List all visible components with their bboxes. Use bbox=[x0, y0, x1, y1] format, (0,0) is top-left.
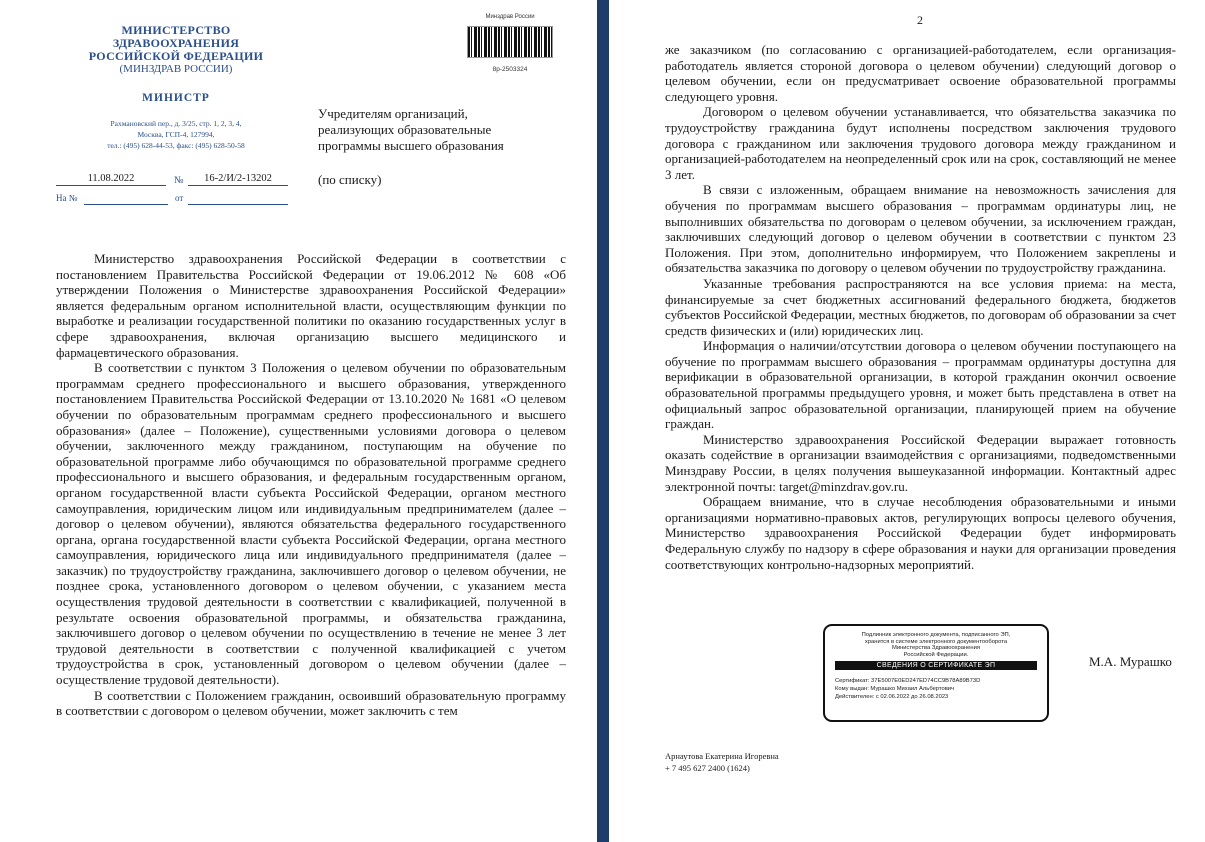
barcode-caption: Минздрав России bbox=[485, 14, 535, 20]
stamp-intro bbox=[839, 632, 1033, 658]
org-address bbox=[58, 118, 294, 151]
barcode-icon bbox=[467, 26, 553, 58]
page-divider bbox=[597, 0, 609, 842]
org-name-line-1: МИНИСТЕРСТВО bbox=[121, 23, 231, 37]
registration-number: 16-2/И/2-13202 bbox=[188, 172, 288, 186]
certificate-serial: Сертификат: 37E5007E0ED247ED74CC9B78A89B73D bbox=[835, 678, 981, 685]
paragraph: Договором о целевом обучении устанавливается, что обязательства заказчика по трудоустройству гражданина будут исполнены посредством заключения трудового договора с гражданином или заключения трудового договора между гражданином и организацией-работодателем на неопределенный срок или на срок, составляющий не менее 3 лет. bbox=[665, 104, 1176, 182]
letter-page-2 bbox=[609, 0, 1205, 842]
org-short-name: (МИНЗДРАВ РОССИИ) bbox=[119, 63, 233, 75]
letterhead bbox=[58, 24, 294, 151]
org-name-line-2: ЗДРАВООХРАНЕНИЯ bbox=[112, 36, 240, 50]
certificate-validity: Действителен: с 02.06.2022 до 26.08.2023 bbox=[835, 694, 949, 701]
paragraph: Информация о наличии/отсутствии договора о целевом обучении поступающего на обучение по программам высшего образования – программам ординатуры доступна для верификации в образовательной организации, в которой гражданин окончил освоение образовательной программы предыдущего уровня, и может быть представлена в ответ на официальный запрос образовательной организации, планирующей прием на обучение граждан. bbox=[665, 338, 1176, 432]
executor-contact bbox=[665, 750, 779, 774]
addressee-block bbox=[318, 106, 504, 154]
addressee-line-2: реализующих образовательные bbox=[318, 122, 492, 137]
stamp-intro-line-1: Подлинник электронного документа, подписанного ЭП, bbox=[861, 632, 1011, 638]
e-signature-stamp bbox=[823, 624, 1049, 722]
certificate-details bbox=[835, 677, 1037, 701]
address-line-2: Москва, ГСП-4, 127994, bbox=[137, 130, 215, 139]
addressee-list-note: (по списку) bbox=[318, 172, 382, 187]
barcode-number: 8р-2503324 bbox=[492, 66, 528, 73]
paragraph: же заказчиком (по согласованию с организацией-работодателем, если организация-работодатель является стороной договора о целевом обучении) следующий договор о целевом обучении, если он предусматривает освоение образовательной программы следующего уровня. bbox=[665, 42, 1176, 104]
registration-number-label: № bbox=[174, 175, 184, 186]
executor-name: Арнаутова Екатерина Игоревна bbox=[665, 751, 779, 761]
signatory-name: М.А. Мурашко bbox=[1089, 654, 1172, 669]
paragraph: В соответствии с Положением гражданин, освоивший образовательную программу в соответствии с договором о целевом обучении, может заключить с тем bbox=[56, 687, 566, 719]
paragraph: Обращаем внимание, что в случае несоблюдения образовательными и иными организациями нормативно-правовых актов, регулирующих вопросы целевого обучения, Министерство здравоохранения Российской Федерации будет информировать Федеральную службу по надзору в сфере образования и науки для организации проведения соответствующих контрольно-надзорных мероприятий. bbox=[665, 494, 1176, 572]
stamp-intro-line-3: Министерства Здравоохранения bbox=[892, 645, 980, 652]
certificate-holder: Кому выдан: Мурашко Михаил Альбертович bbox=[835, 686, 955, 693]
registration-date: 11.08.2022 bbox=[56, 172, 166, 186]
paragraph: В соответствии с пунктом 3 Положения о целевом обучении по образовательным программам среднего профессионального и высшего образования, утвержденного постановлением Правительства Российской Федерации от 13.10.2020 № 1681 «О целевом обучении по образовательным программам среднего профессионального и высшего образования» (далее – Положение), существенными условиями договора о целевом обучении, заключенного между гражданином, поступающим на обучение по образовательной программе либо обучающимся по образовательной программе среднего профессионального и высшего образования, и федеральным государственным органом, органом государственной власти субъекта Российской Федерации, органом местного самоуправления, юридическим лицом или индивидуальным предпринимателем (далее – договор о целевом обучении), являются обязательства федерального государственного органа, органа государственной власти субъекта Российской Федерации, органа местного самоуправления, юридического лица или индивидуального предпринимателя (далее – заказчик) по трудоустройству гражданина, заключившего договор о целевом обучении, не позднее срока, установленного договором о целевом обучении, с указанием места осуществления трудовой деятельности в соответствии с квалификацией, полученной в результате освоения образовательной программы, и обязательства гражданина, заключившего договор о целевом обучении по осуществлению в течение не менее 3 лет трудовой деятельности в соответствии с полученной квалификацией с учетом трудоустройства в срок, установленный договором о целевом обучении (далее – осуществление трудовой деятельности). bbox=[56, 360, 566, 688]
executor-phone: + 7 495 627 2400 (1624) bbox=[665, 763, 750, 773]
paragraph: Указанные требования распространяются на все условия приема: на места, финансируемые за счет бюджетных ассигнований федерального бюджета, бюджетов субъектов Российской Федерации, местных бюджетов, по договорам об образовании за счет средств физических и (или) юридических лиц. bbox=[665, 275, 1176, 338]
stamp-title-bar: СВЕДЕНИЯ О СЕРТИФИКАТЕ ЭП bbox=[835, 661, 1037, 670]
paragraph: В связи с изложенным, обращаем внимание на невозможность зачисления для обучения по программам высшего образования – программам ординатуры лиц, не выполнивших обязательства по договорам о целевом обучении, за исключением граждан, заключивших следующий договор о целевом обучении в соответствии с пунктом 23 Положения. При этом, дополнительно информируем, что Положением закреплены и обязательства заказчика по договору о целевом обучении по трудоустройству гражданина. bbox=[665, 182, 1176, 276]
reply-to-number-field bbox=[84, 191, 168, 205]
stamp-intro-line-2: хранится в системе электронного документооборота bbox=[864, 638, 1008, 645]
page-number: 2 bbox=[917, 13, 923, 27]
document-barcode bbox=[460, 14, 560, 73]
reply-to-date-label: от bbox=[175, 193, 184, 203]
reply-to-number-label: На № bbox=[56, 193, 78, 203]
paragraph: Министерство здравоохранения Российской Федерации в соответствии с постановлением Правительства Российской Федерации от 19.06.2012 № 608 «Об утверждении Положения о Министерстве здравоохранения Российской Федерации» является федеральным органом исполнительной власти, осуществляющим функции по выработке и реализации государственной политики по оказанию государственных услуг в сфере здравоохранения, включая организацию высшего медицинского и фармацевтического образования. bbox=[56, 251, 566, 360]
address-line-3: тел.: (495) 628-44-53, факс: (495) 628-50-58 bbox=[107, 141, 245, 150]
letter-page-1 bbox=[0, 0, 597, 842]
letter-body-page-1 bbox=[56, 251, 566, 719]
stamp-intro-line-4: Российской Федерации. bbox=[903, 651, 969, 658]
address-line-1: Рахмановский пер., д. 3/25, стр. 1, 2, 3, 4, bbox=[110, 119, 242, 128]
minister-title: МИНИСТР bbox=[142, 92, 210, 104]
addressee-line-3: программы высшего образования bbox=[318, 138, 504, 153]
letter-body-page-2 bbox=[665, 42, 1176, 572]
reply-to-date-field bbox=[188, 191, 288, 205]
addressee-line-1: Учредителям организаций, bbox=[318, 106, 468, 121]
org-name-line-3: РОССИЙСКОЙ ФЕДЕРАЦИИ bbox=[88, 49, 264, 63]
paragraph: Министерство здравоохранения Российской Федерации выражает готовность оказать содействие в организации взаимодействия с организациями, подведомственными Минздраву России, в целях получения вышеуказанной информации. Контактный адрес электронной почты: target@minzdrav.gov.ru. bbox=[665, 431, 1176, 494]
